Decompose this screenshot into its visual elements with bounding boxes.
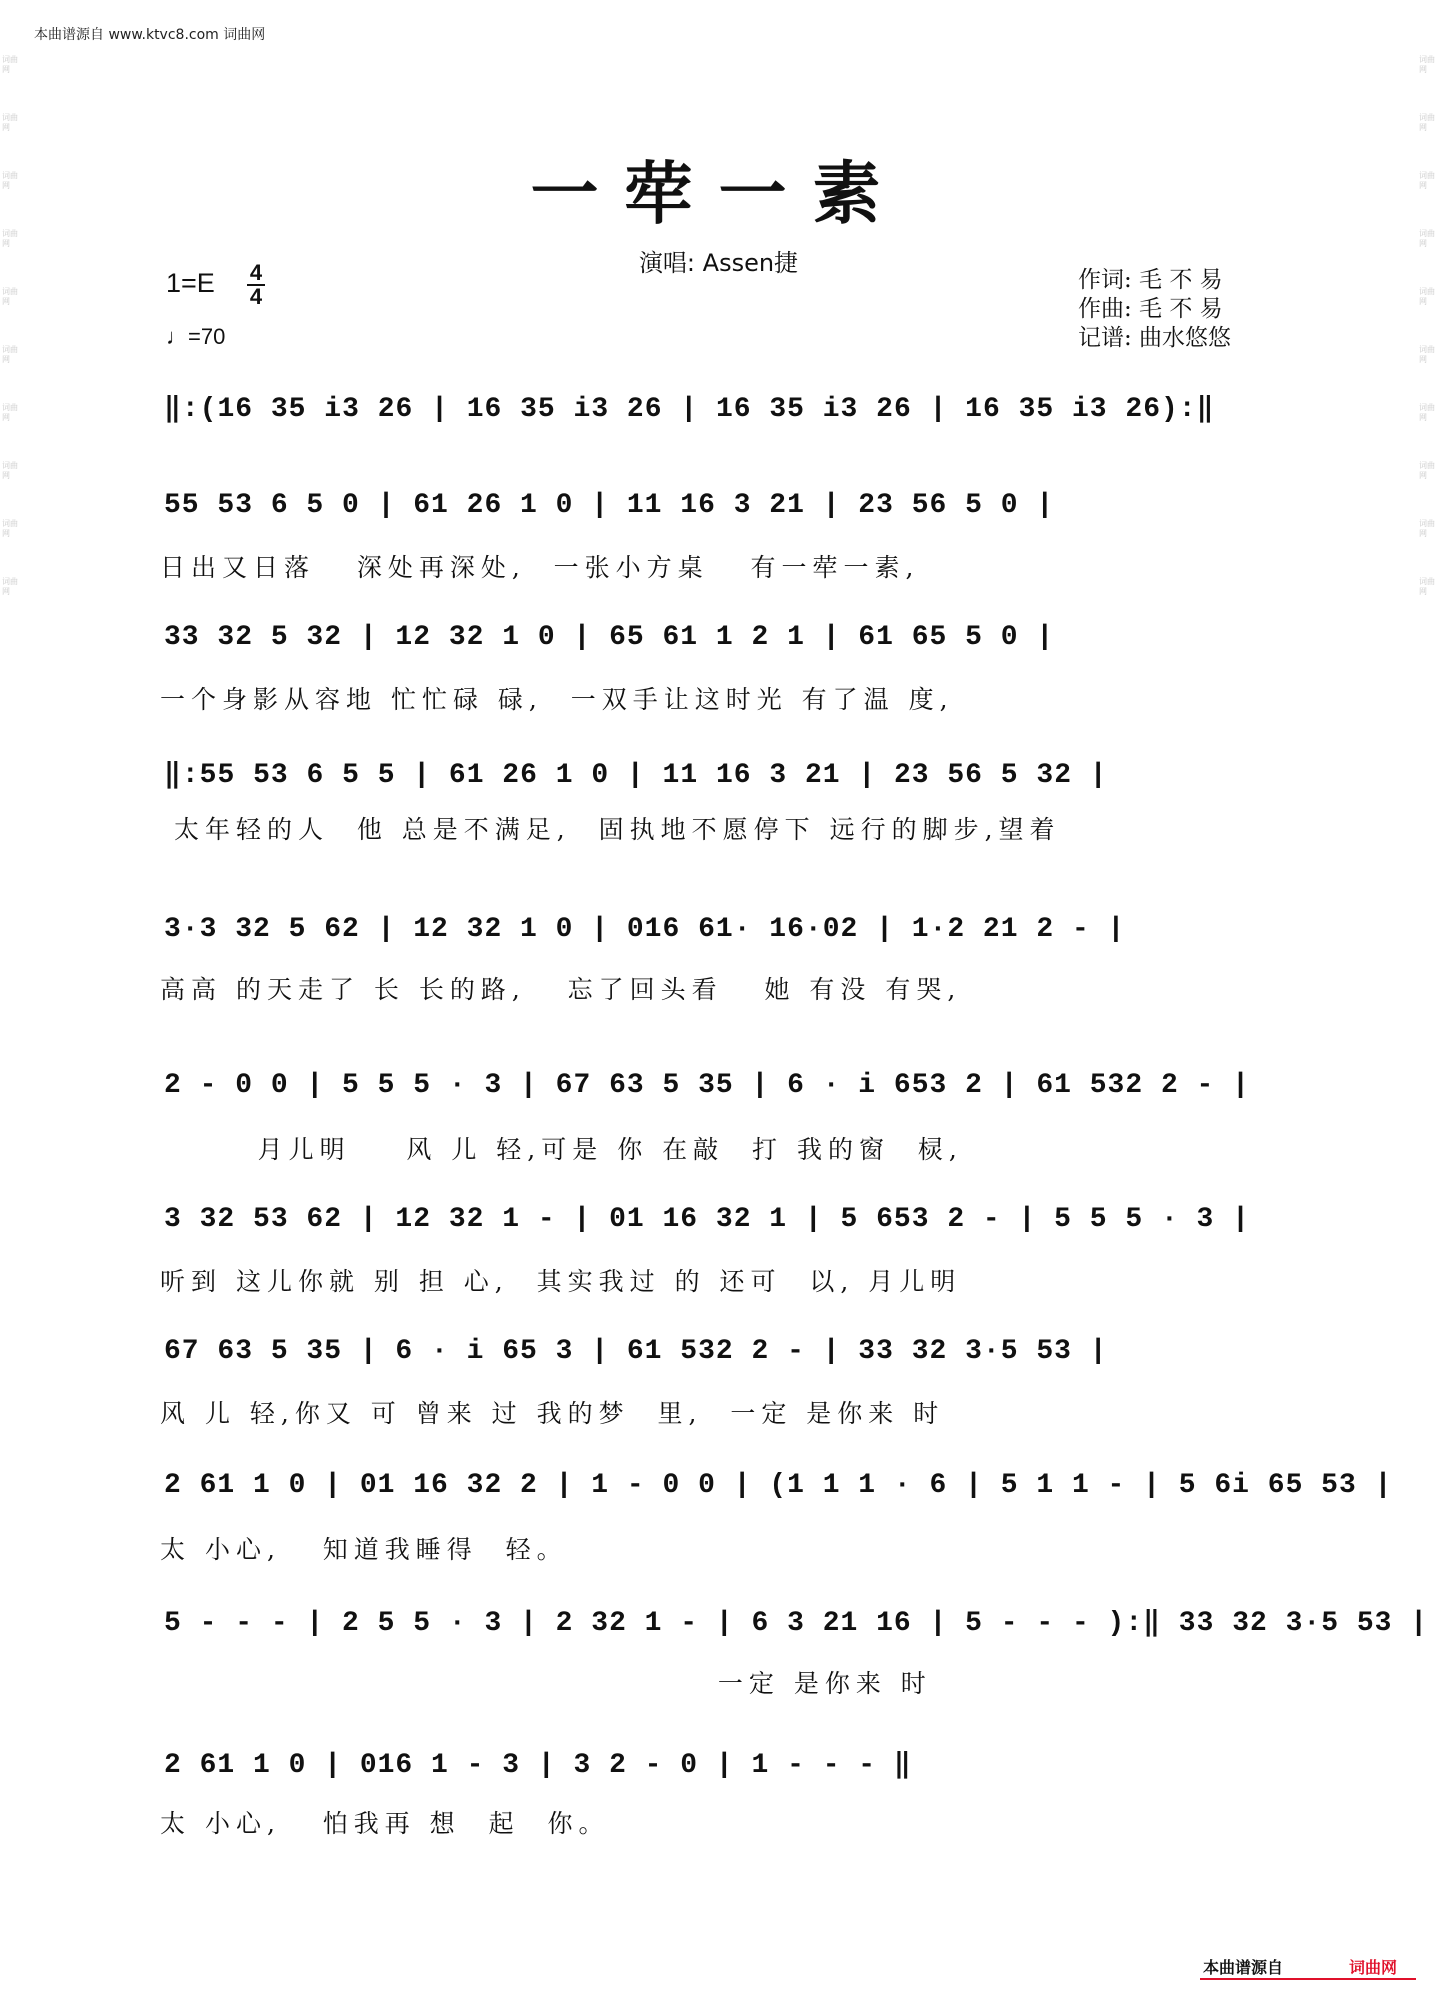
time-signature-numerator: 4 bbox=[247, 262, 265, 286]
credits-block bbox=[1078, 266, 1231, 353]
score-row-notes: 3·3 32 5 62 | 12 32 1 0 | 016 61· 16·02 | 1·2 21 2 - | bbox=[164, 914, 1126, 945]
score-row-lyrics: 一定 是你来 时 bbox=[160, 1669, 932, 1698]
tempo-marking: ♩=70 bbox=[166, 324, 226, 349]
score-row-lyrics: 日出又日落 深处再深处, 一张小方桌 有一荦一素, bbox=[160, 553, 920, 582]
score-row-notes: ‖:(16 35 i3 26 | 16 35 i3 26 | 16 35 i3 26 | 16 35 i3 26):‖ bbox=[164, 394, 1215, 425]
side-watermark-right: 词曲网 词曲网 词曲网 词曲网 词曲网 词曲网 词曲网 词曲网 词曲网 词曲网 bbox=[1419, 55, 1435, 596]
side-watermark-left: 词曲网 词曲网 词曲网 词曲网 词曲网 词曲网 词曲网 词曲网 词曲网 词曲网 bbox=[2, 55, 18, 596]
footer-site-name: 词曲网 bbox=[1349, 1958, 1398, 1977]
source-note: 本曲谱源自 www.ktvc8.com 词曲网 bbox=[34, 27, 266, 43]
transcriber-credit: 记谱: 曲水悠悠 bbox=[1078, 325, 1232, 351]
score-row-lyrics: 太年轻的人 他 总是不满足, 固执地不愿停下 远行的脚步,望着 bbox=[160, 815, 1061, 844]
score-row-notes: 2 61 1 0 | 016 1 - 3 | 3 2 - 0 | 1 - - - ‖ bbox=[164, 1750, 912, 1781]
time-signature-denominator: 4 bbox=[249, 284, 263, 309]
score-row-lyrics: 听到 这儿你就 别 担 心, 其实我过 的 还可 以, 月儿明 bbox=[160, 1267, 962, 1296]
footer-source-label: 本曲谱源自 bbox=[1203, 1958, 1284, 1977]
score-row-lyrics: 太 小心, 知道我睡得 轻。 bbox=[160, 1535, 568, 1564]
score-row-notes: 2 61 1 0 | 01 16 32 2 | 1 - 0 0 | (1 1 1 · 6 | 5 1 1 - | 5 6i 65 53 | bbox=[164, 1470, 1393, 1501]
score-row-notes: 3 32 53 62 | 12 32 1 - | 01 16 32 1 | 5 653 2 - | 5 5 5 · 3 | bbox=[164, 1204, 1250, 1235]
composer-credit: 作曲: 毛 不 易 bbox=[1078, 296, 1223, 322]
lyricist-credit: 作词: 毛 不 易 bbox=[1078, 267, 1223, 293]
score-row-notes: 55 53 6 5 0 | 61 26 1 0 | 11 16 3 21 | 23 56 5 0 | bbox=[164, 490, 1055, 521]
key-signature: 1=E bbox=[166, 268, 215, 298]
time-signature bbox=[247, 262, 265, 308]
score-row-notes: 5 - - - | 2 5 5 · 3 | 2 32 1 - | 6 3 21 16 | 5 - - - ):‖ 33 32 3·5 53 | bbox=[164, 1608, 1429, 1639]
singer-credit: 演唱: Assen捷 bbox=[638, 249, 799, 277]
score-row-notes: 2 - 0 0 | 5 5 5 · 3 | 67 63 5 35 | 6 · i 653 2 | 61 532 2 - | bbox=[164, 1070, 1250, 1101]
song-title: 一荦一素 bbox=[530, 154, 907, 234]
score-row-notes: ‖:55 53 6 5 5 | 61 26 1 0 | 11 16 3 21 | 23 56 5 32 | bbox=[164, 760, 1108, 791]
footer-divider bbox=[1200, 1978, 1416, 1980]
score-row-lyrics: 一个身影从容地 忙忙碌 碌, 一双手让这时光 有了温 度, bbox=[160, 685, 954, 714]
score-row-notes: 33 32 5 32 | 12 32 1 0 | 65 61 1 2 1 | 61 65 5 0 | bbox=[164, 622, 1055, 653]
score-row-lyrics: 月儿明 风 儿 轻,可是 你 在敲 打 我的窗 棂, bbox=[160, 1135, 963, 1164]
score-row-notes: 67 63 5 35 | 6 · i 65 3 | 61 532 2 - | 33 32 3·5 53 | bbox=[164, 1336, 1108, 1367]
score-row-lyrics: 风 儿 轻,你又 可 曾来 过 我的梦 里, 一定 是你来 时 bbox=[160, 1399, 945, 1428]
score-row-lyrics: 高高 的天走了 长 长的路, 忘了回头看 她 有没 有哭, bbox=[160, 975, 962, 1004]
score-row-lyrics: 太 小心, 怕我再 想 起 你。 bbox=[160, 1809, 610, 1838]
